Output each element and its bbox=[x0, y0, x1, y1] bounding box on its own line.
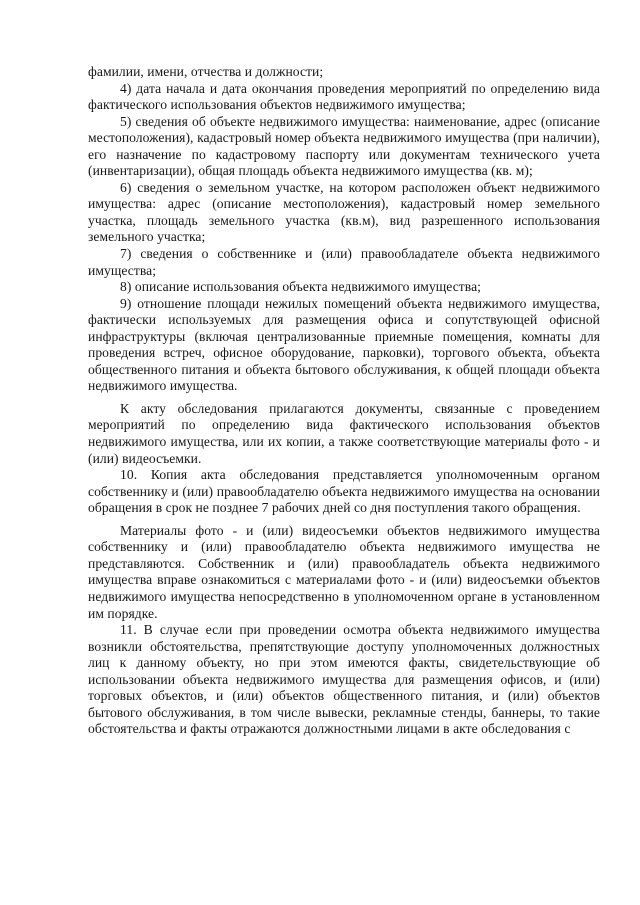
paragraph-section-10: 10. Копия акта обследования представляется уполномоченным органом собственнику и (или) правообладателю объекта недвижимого имущества на основании обращения в срок не позднее 7 рабочих дней со дня поступления такого обращения. bbox=[88, 467, 600, 516]
paragraph-item-8: 8) описание использования объекта недвижимого имущества; bbox=[120, 279, 482, 295]
paragraph-item-5: 5) сведения об объекте недвижимого имущества: наименование, адрес (описание местоположения), кадастровый номер объекта недвижимого имущества (при наличии), его назначение по кадастровому паспорту или документам технического учета (инвентаризации), общая площадь объекта недвижимого имущества (кв. м); bbox=[88, 113, 600, 179]
paragraph-item-6: 6) сведения о земельном участке, на котором расположен объект недвижимого имущества: адрес (описание местоположения), кадастровый номер земельного участка, площадь земельного участка (кв.м), вид разрешенного использования земельного участка; bbox=[88, 179, 600, 245]
paragraph-item-9: 9) отношение площади нежилых помещений объекта недвижимого имущества, фактически используемых для размещения офиса и сопутствующей офисной инфраструктуры (включая централизованные приемные помещения, комнаты для проведения встреч, офисное оборудование, парковки), торгового объекта, объекта общественного питания и объекта бытового обслуживания, к общей площади объекта недвижимого имущества. bbox=[88, 295, 600, 394]
paragraph-photo-materials: Материалы фото - и (или) видеосъемки объектов недвижимого имущества собственнику и (или) правообладателю объекта недвижимого имущества не представляются. Собственник и (или) правообладатель объекта недвижимого имущества вправе ознакомиться с материалами фото - и (или) видеосъемки объектов недвижимого имущества непосредственно в уполномоченном органе в установленном им порядке. bbox=[88, 522, 600, 621]
paragraph-item-7: 7) сведения о собственнике и (или) правообладателе объекта недвижимого имущества; bbox=[88, 246, 600, 278]
paragraph-item-4: 4) дата начала и дата окончания проведения мероприятий по определению вида фактического использования объектов недвижимого имущества; bbox=[88, 80, 600, 113]
paragraph-attachments: К акту обследования прилагаются документы, связанные с проведением мероприятий по определению вида фактического использования объектов недвижимого имущества, или их копии, а также соответствующие материалы фото - и (или) видеосъемки. bbox=[88, 400, 600, 466]
paragraph-section-11: 11. В случае если при проведении осмотра объекта недвижимого имущества возникли обстоятельства, препятствующие доступу уполномоченных должностных лиц к данному объекту, но при этом имеются факты, свидетельствующие об использовании объекта недвижимого имущества для размещения офисов, и (или) торговых объектов, и (или) объектов общественного питания, и (или) объектов бытового обслуживания, в том числе вывески, рекламные стенды, баннеры, то такие обстоятельства и факты отражаются должностными лицами в акте обследования с bbox=[88, 622, 600, 737]
paragraph-continuation: фамилии, имени, отчества и должности; bbox=[88, 64, 324, 79]
document-page bbox=[88, 64, 600, 738]
